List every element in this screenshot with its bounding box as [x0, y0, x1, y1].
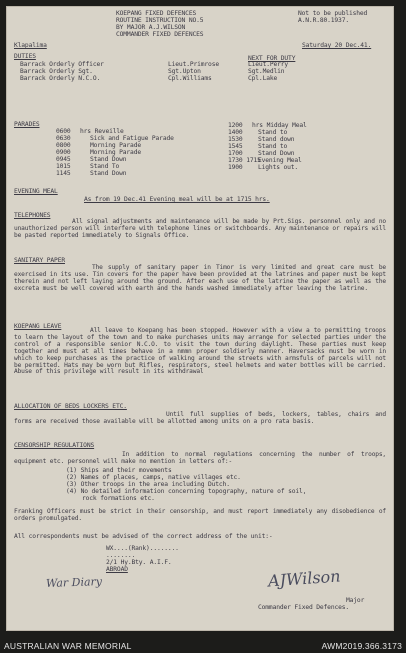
parade-time: 0800 [56, 142, 71, 149]
parade-time: 1145 [56, 170, 71, 177]
parade-time: 1700 [228, 150, 243, 157]
parade-time: 1530 [228, 136, 243, 143]
parade-event: hrs Midday Meal [252, 122, 307, 129]
parade-time: 0600 [56, 128, 71, 135]
parade-event: Stand To [90, 163, 120, 170]
parades-heading: PARADES [14, 121, 40, 128]
sanitary-heading: SANITARY PAPER [14, 257, 65, 264]
evening-meal-text: As from 19 Dec.41 Evening meal will be at 1715 hrs. [84, 196, 270, 203]
parade-time: 1400 [228, 129, 243, 136]
censorship-intro: In addition to normal regulations concerning the number of troops, equipment etc. personnel will make no mention in letters of:- [14, 451, 386, 465]
duty-current: Sgt.Upton [168, 68, 201, 75]
parade-event: Stand to [258, 143, 288, 150]
parade-event: Stand Down [90, 156, 127, 163]
parade-event: Evening Meal [258, 157, 302, 164]
duty-current: Lieut.Primrose [168, 61, 219, 68]
allocation-text: Until full supplies of beds, lockers, tables, chairs and forms are received those available will be allotted among units on a pro rata basis. [14, 411, 386, 425]
parade-time: 0630 [56, 135, 71, 142]
address-line: ABROAD [106, 566, 128, 573]
location: Klapalima [14, 42, 47, 49]
next-for-duty-heading: NEXT FOR DUTY [248, 55, 296, 62]
parade-event: Stand to [258, 129, 288, 136]
parade-time: 1015 [56, 163, 71, 170]
address-line: ........ [106, 552, 136, 559]
duty-current: Cpl.Williams [168, 75, 212, 82]
war-diary-handwriting: War Diary [45, 575, 103, 590]
koepang-leave-heading: KOEPANG LEAVE [14, 323, 62, 330]
duty-next: Sgt.Medlin [248, 68, 285, 75]
publish-line-1: Not to be published [298, 10, 368, 17]
archive-name: AUSTRALIAN WAR MEMORIAL [4, 641, 132, 651]
parade-time: 1200 [228, 122, 243, 129]
telephones-heading: TELEPHONES [14, 212, 51, 219]
censorship-item: (1) Ships and their movements [66, 467, 172, 474]
address-line: 2/1 Hy.Bty. A.I.F. [106, 559, 172, 566]
parade-event: Stand down [258, 136, 295, 143]
archive-footer [0, 633, 406, 653]
parade-event: hrs Reveille [80, 128, 124, 135]
title-line-1: KOEPANG FIXED DEFENCES [116, 10, 197, 17]
censorship-item: (4) No detailed information concerning topography, nature of soil, [66, 488, 307, 495]
publish-line-2: A.N.R.80.1937. [298, 17, 349, 24]
koepang-leave-text: All leave to Koepang has been stopped. However with a view a to permitting troops to learn the layout of the town and to make purchases units may arrange for selected parties under the control of a responsible senior N.C.O. to visit the town during daylight. These parties must keep together and must at all times behave in a nmmn proper soldierly manner. Haversacks must be worn in which to keep purchases as the practice of walking around the streets with armsfuls of parcels will not be permitted. Hats may be worn but Rifles, respirators, steel helmets and water bottles will be carried. Abuse of this privilege will result in its withdrawal [14, 327, 386, 376]
duty-role: Barrack Orderly Sgt. [20, 68, 93, 75]
title-line-2: ROUTINE INSTRUCTION NO.5 [116, 17, 204, 24]
duty-next: Lieut.Perry [248, 61, 289, 68]
document-date: Saturday 20 Dec.41. [302, 42, 372, 49]
commander-signature: AJWilson [267, 566, 342, 591]
duty-next: Cpl.Lake [248, 75, 278, 82]
parade-time: 0945 [56, 156, 71, 163]
parade-event: Lights out. [258, 164, 299, 171]
censorship-item: (2) Names of places, camps, native villages etc. [66, 474, 241, 481]
duty-role: Barrack Orderly N.C.O. [20, 75, 101, 82]
parade-event: Stand Down [90, 170, 127, 177]
archive-reference: AWM2019.366.3173 [321, 641, 402, 651]
address-line: WX....(Rank)........ [106, 545, 179, 552]
telephones-text: All signal adjustments and maintenance will be made by Prt.Sigs. personnel only and no unauthorized person will interfere with telephone lines or switchboards. Any maintenance or repairs will be pasted reported immediately to Signals Office. [14, 218, 386, 239]
evening-meal-heading: EVENING MEAL [14, 188, 58, 195]
parade-time: 1730 1715 [228, 157, 261, 164]
censorship-item: rock formations etc. [82, 495, 155, 502]
parade-event: Sick and Fatigue Parade [90, 135, 174, 142]
sanitary-text: The supply of sanitary paper in Timor is very limited and great care must be exercised in its use. Tin covers for the paper have been provided at the latrines and paper must be kept therein and not left laying around the ground. After each use of the latrine the paper as well as the excreta must be well covered with earth and the hands washed immediately after leaving the latrine. [14, 264, 386, 292]
signature-rank: Major [346, 597, 365, 604]
title-line-3: BY MAJOR A.J.WILSON [116, 24, 186, 31]
parade-time: 0900 [56, 149, 71, 156]
allocation-heading: ALLOCATION OF BEDS LOCKERS ETC. [14, 403, 127, 410]
parade-time: 1545 [228, 143, 243, 150]
duty-role: Barrack Orderly Officer [20, 61, 104, 68]
title-line-4: COMMANDER FIXED DEFENCES [116, 31, 204, 38]
censorship-heading: CENSORSHIP REGULATIONS [14, 442, 95, 449]
parade-event: Morning Parade [90, 149, 141, 156]
parade-event: Morning Parade [90, 142, 141, 149]
censorship-item: (3) Other troops in the area including Dutch. [66, 481, 230, 488]
duties-heading: DUTIES [14, 53, 36, 60]
address-intro: All correspondents must be advised of the correct address of the unit:- [14, 533, 273, 540]
signature-title: Commander Fixed Defences. [258, 604, 350, 611]
document-page [6, 6, 394, 631]
parade-event: Stand Down [258, 150, 295, 157]
parade-time: 1900 [228, 164, 243, 171]
franking-text: Franking Officers must be strict in their censorship, and must report immediately any disobedience of orders promulgated. [14, 508, 386, 522]
